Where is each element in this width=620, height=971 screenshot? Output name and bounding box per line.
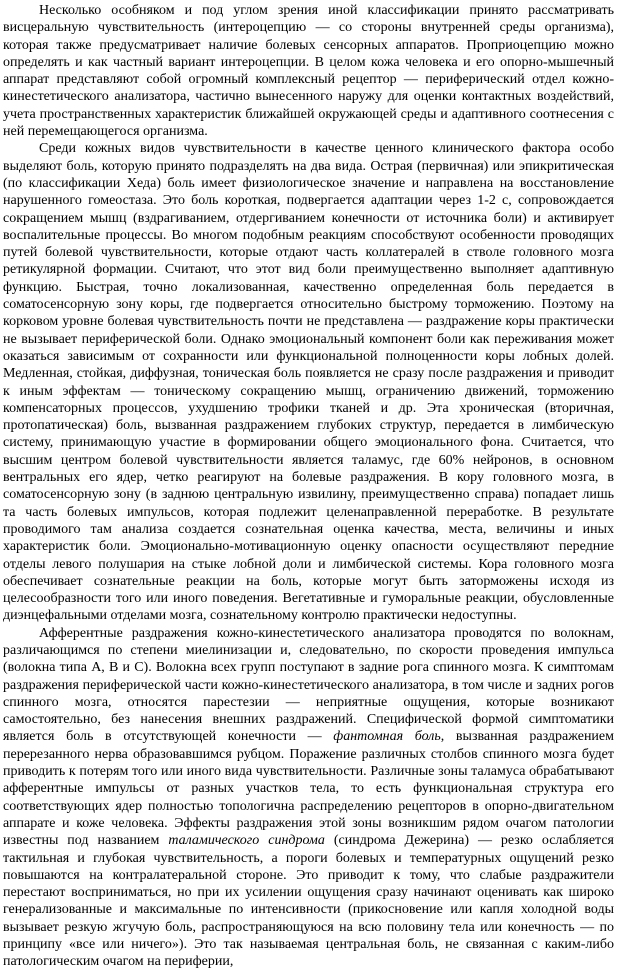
italic-term-phantom-pain: фантомная боль (333, 729, 441, 745)
paragraph-pain-types (3, 140, 614, 624)
paragraph-text: Среди кожных видов чувствительности в качестве ценного клинического фактора особо выделяют боль, которую принято подразделять на два вида. Острая (первичная) или эпикритическая (по классификации Хеда) боль имеет физиологическое значение и направлена на восстановление нарушенного гомеостаза. Это боль короткая, подвергается адаптации через 1-2 с, сопровождается сокращением мышц (вздрагиванием, отдергиванием конечности от источника боли) и активирует воспалительные процессы. Во многом подобным реакциям способствуют особенности проводящих путей болевой чувствительности, которые отдают часть коллатералей в стволе головного мозга ретикулярной формации. Считают, что этот вид боли преимущественно выполняет адаптивную функцию. Быстрая, точно локализованная, качественно определенная боль передается в соматосенсорную зону коры, где подвергается относительно быстрому торможению. Поэтому на корковом уровне болевая чувствительность почти не представлена — раздражение коры практически не вызывает периферической боли. Однако эмоциональный компонент боли как переживания может оказаться зависимым от сохранности или функциональной полноценности коры лобных долей. Медленная, стойкая, диффузная, тоническая боль появляется не сразу после раздражения и приводит к иным эффектам — тоническому сокращению мышц, ограничению движений, торможению компенсаторных процессов, ухудшению трофики тканей и др. Эта хроническая (вторичная, протопатическая) боль, вызванная раздражением глубоких структур, передается в лимбическую систему, принимающую участие в формировании общего эмоционального фона. Считается, что высшим центром болевой чувствительности является таламус, где 60% нейронов, в основном вентральных его ядер, четко реагируют на болевые раздражения. В кору головного мозга, в соматосенсорную зону (в заднюю центральную извилину, преимущественно справа) попадает лишь та часть болевых импульсов, которая подлежит целенаправленной переработке. В результате проводимого там анализа создается сознательная оценка качества, места, величины и иных характеристик боли. Эмоционально-мотивационную оценку опасности осуществляют передние отделы левого полушария на стыке лобной доли и лимбической системы. Кора головного мозга обеспечивает сознательные реакции на боль, которые могут быть заторможены исходя из целесообразности того или иного поведения. Вегетативные и гуморальные реакции, обусловленные диэнцефальными отделами мозга, сознательному контролю практически недоступны. (3, 141, 614, 624)
paragraph-text: , вызванная раздражением перерезанного нерва образовавшимся рубцом. Поражение различных столбов спинного мозга будет приводить к потерям того или иного вида чувствительности. Различные зоны таламуса обрабатывают афферентные импульсы от разных участков тела, то есть функциональная структура его соответствующих ядер полностью топологична распределению рецепторов в опорно-двигательном аппарате и коже человека. Эффекты раздражения этой зоны возникшим рядом очагом патологии известны под названием (3, 729, 614, 849)
paragraph-text: (синдрома Дежерина) — резко ослабляется тактильная и глубокая чувствительность, а пороги болевых и температурных ощущений резко повышаются на контралатеральной стороне. Это приводит к тому, что слабые раздражители перестают восприниматься, но при их усилении ощущения сразу начинают оценивать как широко генерализованные и максимальные по интенсивности (прикосновение или капля холодной воды вызывает резкую жгучую боль, распространяющуюся на всю половину тела или конечность — по принципу «все или ничего»). Это так называемая центральная боль, не связанная с каким-либо патологическим очагом на периферии, (3, 833, 614, 970)
paragraph-text: Несколько особняком и под углом зрения иной классификации принято рассматривать висцеральную чувствительность (интероцепцию — со стороны внутренней среды организма), которая также предусматривает наличие болевых сенсорных аппаратов. Проприоцепцию можно определять и как частный вариант интероцепции. В целом кожа человека и его опорно-мышечный аппарат представляют собой огромный комплексный рецептор — периферический отдел кожно-кинестетического анализатора, частично вынесенного наружу для оценки контактных воздействий, учета пространственных характеристик ближайшей окружающей среды и адаптивного соотнесения с ней перемещающегося организма. (3, 3, 614, 140)
paragraph-text: Афферентные раздражения кожно-кинестетического анализатора проводятся по волокнам, различающимся по степени миелинизации и, следовательно, по скорости проведения импульса (волокна типа А, В и С). Волокна всех групп поступают в задние рога спинного мозга. К симптомам раздражения периферической части кожно-кинестетического анализатора, в том числе и задних рогов спинного мозга, относятся парестезии — неприятные ощущения, которые возникают самостоятельно, без нанесения внешних раздражений. Специфической формой симптоматики является боль в отсутствующей конечности — (3, 625, 614, 745)
italic-term-thalamic-syndrome: таламического синдрома (168, 833, 325, 849)
paragraph-visceral-sensitivity (3, 2, 614, 140)
paragraph-afferent-irritation (3, 625, 614, 971)
